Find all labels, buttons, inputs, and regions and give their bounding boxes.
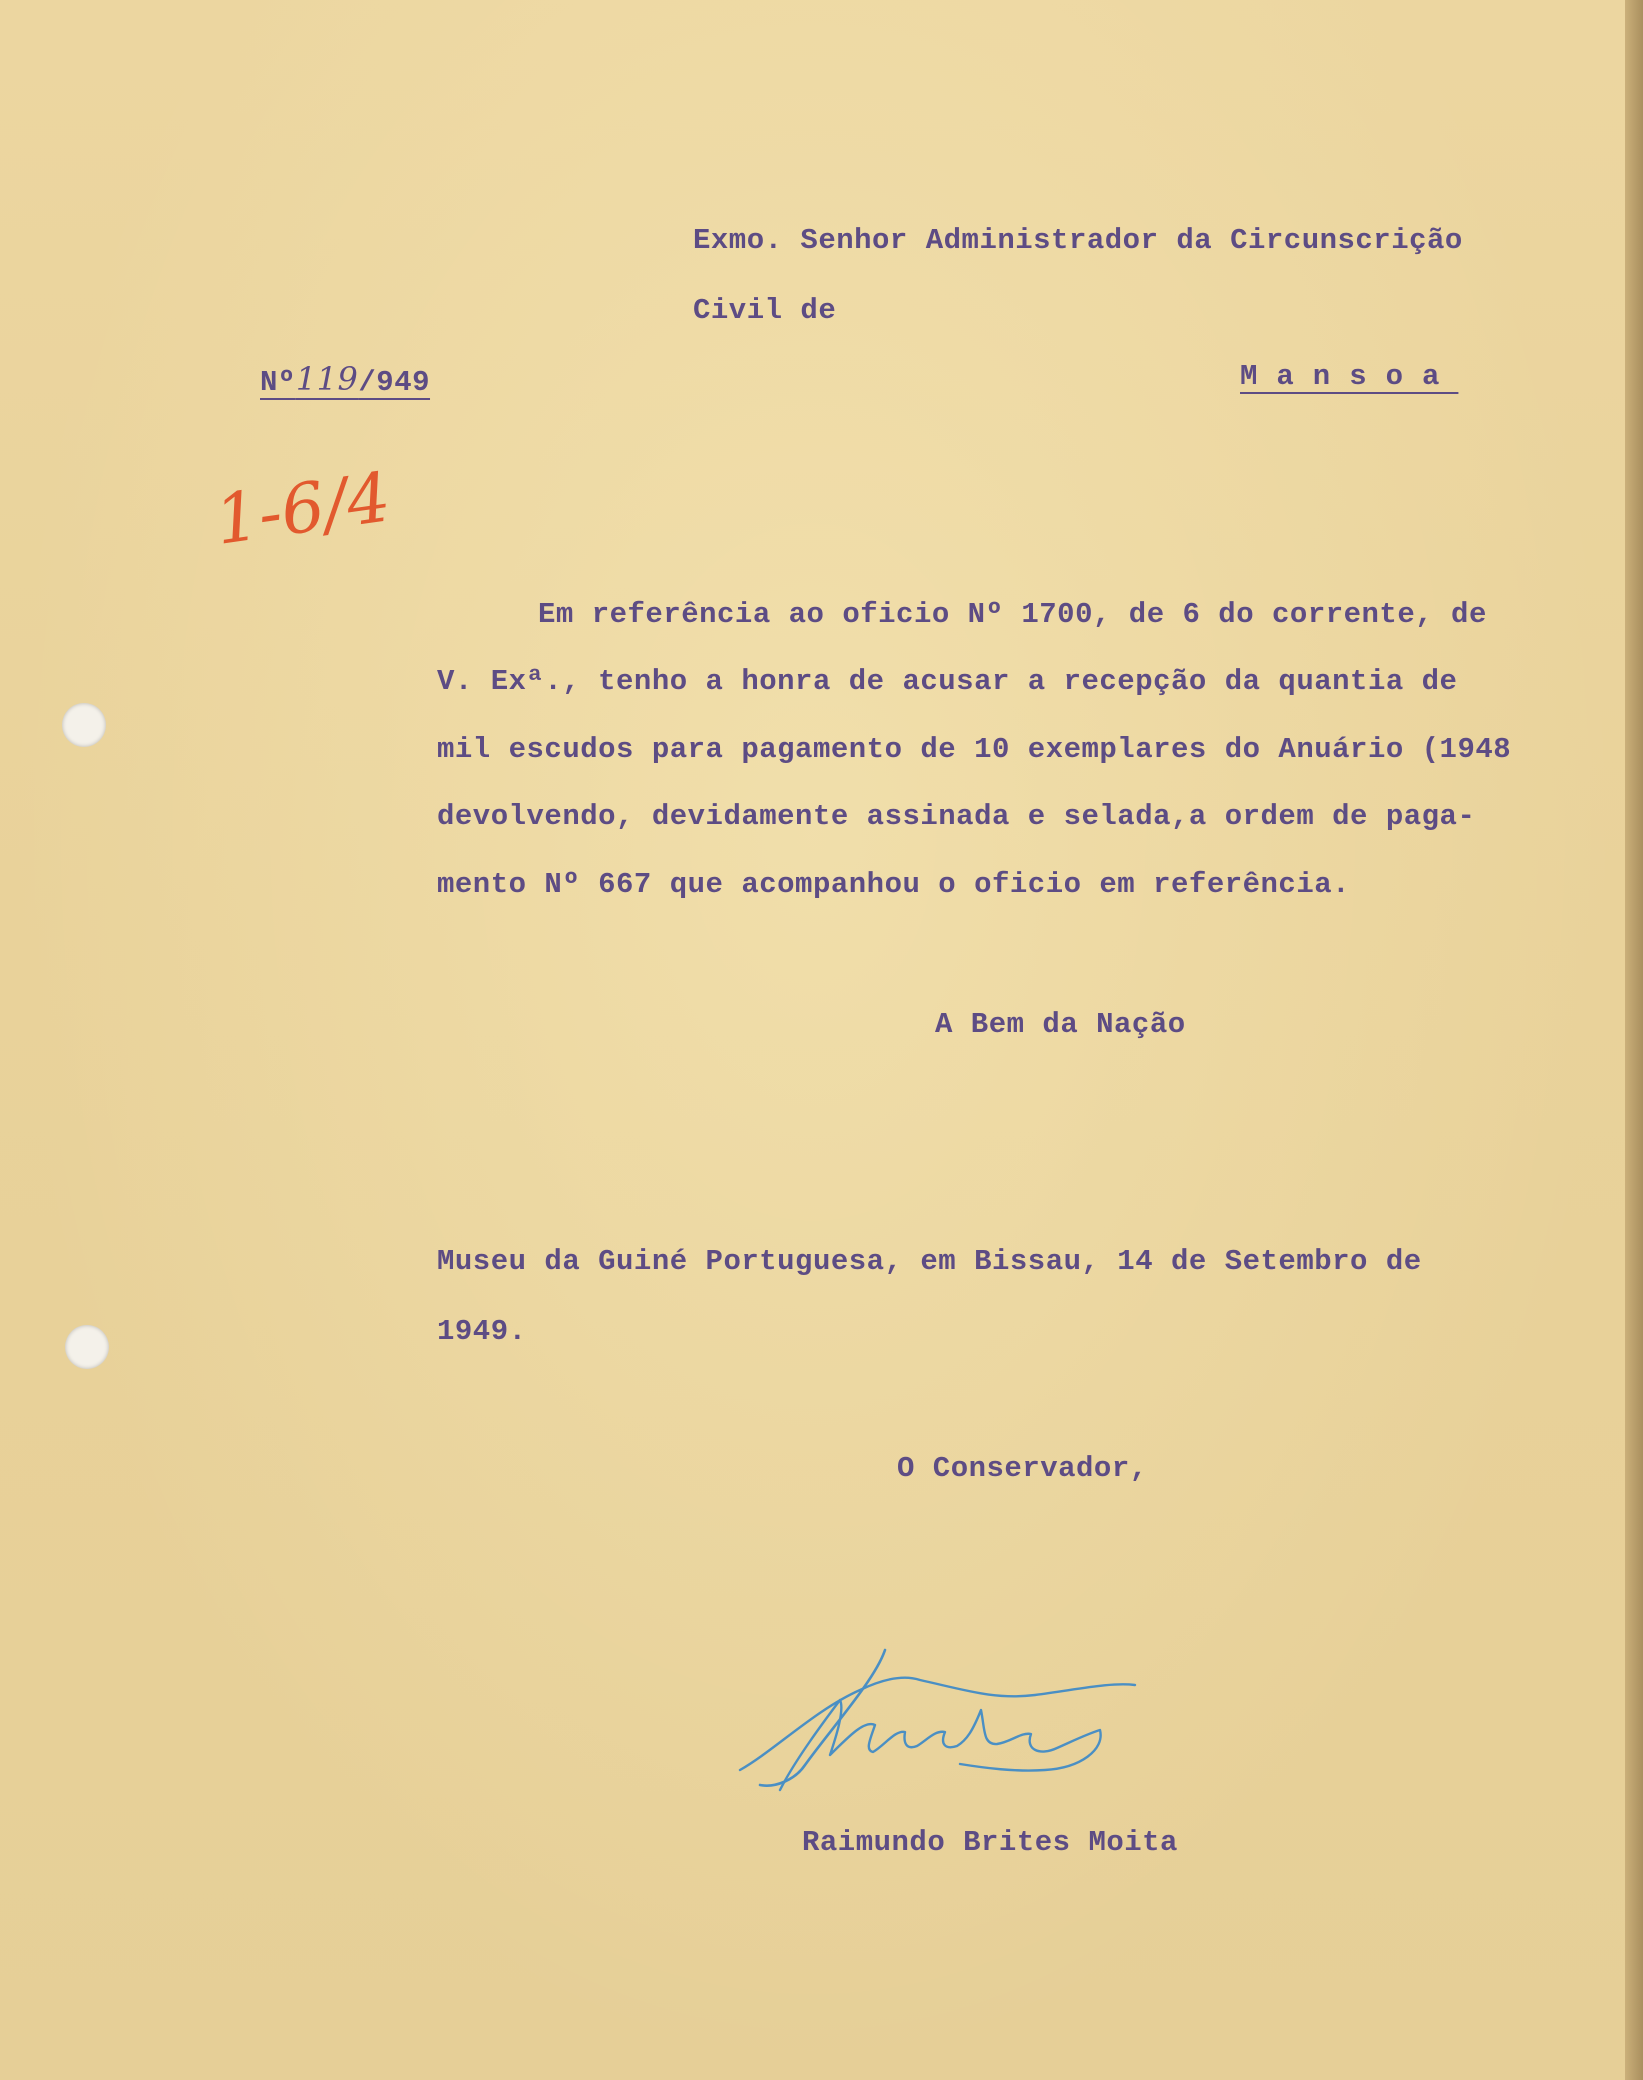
closing: O Conservador, xyxy=(897,1452,1148,1485)
place-date-line-1: Museu da Guiné Portuguesa, em Bissau, 14 de Setembro de xyxy=(437,1245,1422,1278)
body-line-3: mil escudos para pagamento de 10 exemplares do Anuário (1948 xyxy=(437,733,1512,766)
punch-hole-top xyxy=(62,703,106,747)
place-name: Mansoa xyxy=(1240,360,1459,393)
addressee-line-1: Exmo. Senhor Administrador da Circunscrição xyxy=(693,224,1463,257)
punch-hole-bottom xyxy=(65,1325,109,1369)
body-line-5: mento Nº 667 que acompanhou o oficio em referência. xyxy=(437,868,1351,901)
reference-suffix: /949 xyxy=(358,366,431,399)
signatory-name: Raimundo Brites Moita xyxy=(802,1826,1178,1859)
body-line-2: V. Exª., tenho a honra de acusar a recepção da quantia de xyxy=(437,665,1458,698)
signature-image xyxy=(735,1640,1235,1800)
body-line-4: devolvendo, devidamente assinada e selada,a ordem de paga- xyxy=(437,800,1476,833)
salutation: A Bem da Nação xyxy=(935,1008,1186,1041)
paper-edge xyxy=(1625,0,1643,2080)
body-line-1: Em referência ao oficio Nº 1700, de 6 do corrente, de xyxy=(538,598,1487,631)
place-date-line-2: 1949. xyxy=(437,1315,527,1348)
handwritten-annotation: 1-6/4 xyxy=(210,458,396,561)
reference-number xyxy=(260,360,430,399)
addressee-line-2: Civil de xyxy=(693,294,837,327)
reference-handwritten: 119 xyxy=(295,360,359,398)
reference-prefix: Nº xyxy=(260,366,296,399)
